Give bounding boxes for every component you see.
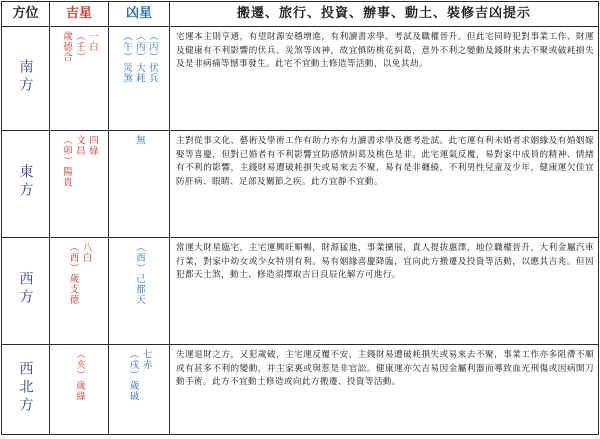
unlucky-stars-cell [109, 27, 170, 131]
table-row-northwest [2, 345, 599, 435]
header-unlucky-stars: 凶星 [109, 2, 170, 27]
unlucky-star: （午）災煞 [121, 31, 132, 84]
tips-text-south: 宅運本主則亨通，有望財源安穩增進，有利讀書求學、考試及職權晉升。但此宅同時犯對事業工作、財運及健康有不利影響的伏兵、災煞等凶神，故宜慎防桃花糾葛，意外不利之變動及錢財來去不聚或破耗損失及是非病痛等憾事發生。此宅不宜動土修造等活動，以免其劫。 [176, 32, 594, 70]
unlucky-star: （丙）伏兵 [147, 31, 158, 84]
table-header-row [2, 2, 599, 27]
table-row-east [2, 131, 599, 238]
tips-text-east: 主對從事文化、藝術及學術工作有助力亦有力讀書求學及應考赴試。此宅運有利未婚者求姻緣及有婚姻嫁娶等喜慶，但對已婚者有不利影響宜防感情糾葛及桃色是非。此宅運氣反覆，易對家中成員的精神、情緒有不利的影響，主錢財易遭破耗損失或易來去不聚，易有是非纏繞，不利男性兒童及少年，健康運欠佳宜防肝病、眼睛、足部及關節之疾。此方宜靜不宜動。 [176, 136, 594, 188]
lucky-star: 歲德合 [61, 31, 72, 63]
tips-text-northwest: 失運退財之方，又犯歲破，主宅運反覆不安，主錢財易遭破耗損失或易來去不聚，事業工作亦多阻滯不順或有甚多不利的變動，并主家裏或與惹是非官訟。健康運亦欠吉易因金屬利器而導致血光刑傷或因病開刀動手術。此方不宜動土修造或向此方搬遷、投資等活動。 [176, 350, 594, 388]
tips-text-west: 當運大財星臨宅，主宅運興旺順暢，財源猛進，事業擴展，貴人提拔惠澤，地位職權晉升，大利金屬汽車行業，對家中幼女或少女特別有利。易有姻緣喜慶降臨，宜向此方搬遷及投資等活動，以應其吉兆。但因犯都天土煞，動土、修造須擇取吉日良辰化解方可進行。 [176, 243, 594, 281]
direction-label-east: 東方 [17, 164, 34, 200]
unlucky-star: 無 [134, 135, 145, 146]
unlucky-star: 七赤 [140, 349, 152, 370]
direction-label-northwest: 西北方 [17, 360, 34, 415]
unlucky-star: （戌）歲破 [127, 349, 139, 402]
lucky-stars-cell [50, 238, 109, 345]
tips-cell [170, 131, 599, 238]
unlucky-stars-cell [109, 238, 170, 345]
lucky-stars-cell [50, 131, 109, 238]
lucky-star: （卯）陽貴 [61, 135, 72, 188]
lucky-star: （亥）歲綠 [74, 349, 85, 402]
lucky-star: （壬） [74, 31, 85, 63]
unlucky-star: （丙）大耗 [134, 31, 145, 84]
direction-cell [2, 238, 50, 345]
lucky-star: 文昌 [74, 135, 85, 156]
lucky-star: 八白 [80, 242, 92, 263]
lucky-star: 四綠 [87, 135, 98, 156]
direction-cell [2, 345, 50, 435]
header-direction: 方位 [2, 2, 50, 27]
lucky-stars-cell [50, 27, 109, 131]
direction-cell [2, 131, 50, 238]
lucky-star: 一白 [87, 31, 98, 52]
header-lucky-stars: 吉星 [50, 2, 109, 27]
tips-cell [170, 27, 599, 131]
table-row-west [2, 238, 599, 345]
unlucky-star: （酉）己都天 [134, 242, 145, 305]
tips-cell [170, 238, 599, 345]
direction-cell [2, 27, 50, 131]
table-row-south [2, 27, 599, 131]
unlucky-stars-cell [109, 345, 170, 435]
lucky-star: （酉）歲支德 [67, 242, 79, 305]
direction-label-south: 南方 [17, 58, 34, 95]
unlucky-stars-cell [109, 131, 170, 238]
tips-cell [170, 345, 599, 435]
direction-label-west: 西方 [17, 271, 34, 307]
header-tips: 搬遷、旅行、投資、辦事、動土、裝修吉凶提示 [170, 2, 599, 27]
directions-table [1, 1, 599, 435]
lucky-stars-cell [50, 345, 109, 435]
